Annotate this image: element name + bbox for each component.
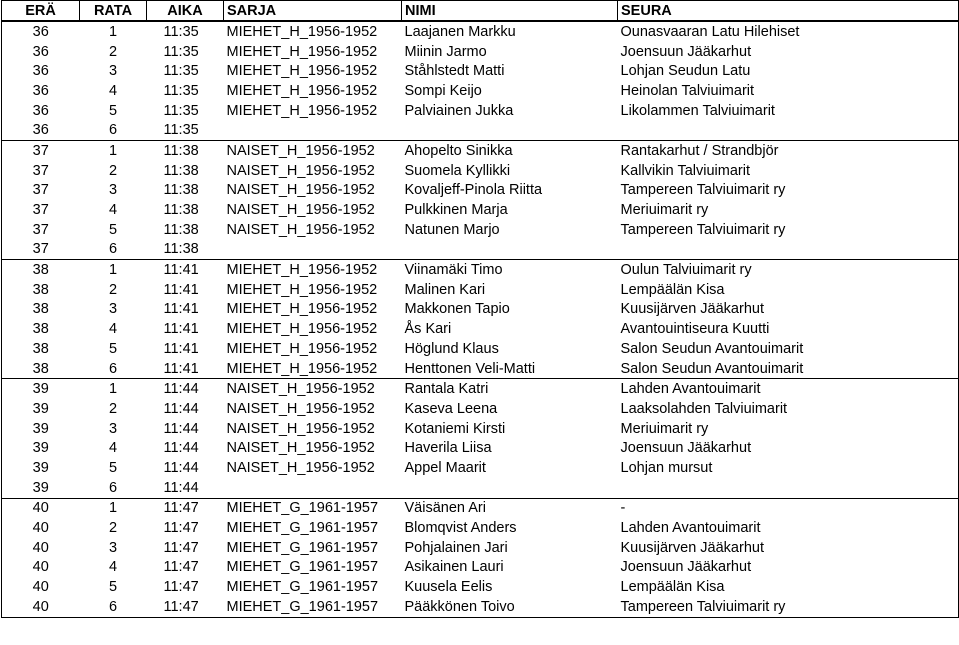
cell-nimi: Ahopelto Sinikka [404,142,513,159]
table-row [2,577,959,597]
cell-aika: 11:44 [163,440,199,457]
table-row [2,280,959,300]
cell-rata: 2 [108,520,118,537]
cell-aika: 11:47 [163,579,199,596]
cell-sarja: MIEHET_H_1956-1952 [226,281,378,298]
cell-nimi: Asikainen Lauri [404,559,504,576]
cell-nimi: Miinin Jarmo [404,43,487,60]
cell-nimi: Henttonen Veli-Matti [402,359,618,379]
cell-era: 36 [2,120,80,140]
cell-nimi: Pääkkönen Toivo [402,597,618,617]
cell-era: 39 [2,438,80,458]
header-nimi: NIMI [402,1,618,22]
cell-seura: Avantouintiseura Kuutti [618,319,959,339]
cell-sarja: NAISET_H_1956-1952 [226,142,375,159]
table-row [2,161,959,181]
cell-nimi: Haverila Liisa [404,440,492,457]
cell-rata: 2 [108,162,118,179]
cell-rata: 3 [108,301,118,318]
cell-sarja: MIEHET_G_1961-1957 [226,559,379,576]
cell-nimi: Sompi Keijo [404,82,482,99]
cell-sarja: MIEHET_H_1956-1952 [226,43,378,60]
cell-nimi [402,240,618,260]
cell-rata: 4 [108,202,118,219]
cell-aika: 11:47 [163,520,199,537]
cell-aika: 11:47 [147,597,224,617]
cell-sarja: MIEHET_G_1961-1957 [226,579,379,596]
cell-nimi: Palviainen Jukka [404,102,514,119]
cell-aika: 11:38 [163,182,199,199]
cell-era: 39 [2,419,80,439]
cell-nimi: Malinen Kari [404,281,486,298]
cell-nimi: Laajanen Markku [404,23,516,40]
cell-era: 36 [2,101,80,121]
cell-nimi: Suomela Kyllikki [404,162,511,179]
cell-seura: Meriuimarit ry [618,200,959,220]
cell-era: 40 [2,498,80,518]
table-row [2,458,959,478]
cell-sarja: MIEHET_G_1961-1957 [226,520,379,537]
cell-aika: 11:41 [163,321,199,338]
cell-rata: 6 [80,597,147,617]
cell-era: 39 [2,478,80,498]
table-row [2,181,959,201]
cell-era: 37 [2,240,80,260]
cell-sarja: NAISET_H_1956-1952 [226,162,375,179]
cell-rata: 6 [80,478,147,498]
cell-era: 39 [2,458,80,478]
cell-seura: Salon Seudun Avantouimarit [618,359,959,379]
cell-rata: 1 [108,23,118,40]
cell-aika: 11:35 [163,102,199,119]
cell-aika: 11:35 [163,63,199,80]
table-row [2,120,959,140]
table-row [2,339,959,359]
cell-seura: Kuusijärven Jääkarhut [618,300,959,320]
cell-era: 37 [2,200,80,220]
cell-nimi: Natunen Marjo [404,221,500,238]
table-row [2,42,959,62]
cell-rata: 5 [108,579,118,596]
cell-sarja: MIEHET_H_1956-1952 [226,23,378,40]
cell-rata: 3 [108,420,118,437]
cell-sarja: MIEHET_H_1956-1952 [226,262,378,279]
cell-sarja: MIEHET_H_1956-1952 [226,340,378,357]
table-row [2,399,959,419]
cell-nimi: Pohjalainen Jari [404,539,508,556]
cell-nimi: Kovaljeff-Pinola Riitta [404,182,543,199]
cell-aika: 11:35 [163,23,199,40]
cell-era: 40 [2,577,80,597]
table-row [2,419,959,439]
cell-sarja: NAISET_H_1956-1952 [226,400,375,417]
table-row [2,260,959,280]
cell-era: 37 [2,181,80,201]
table-row [2,359,959,379]
cell-era: 40 [2,558,80,578]
cell-sarja: MIEHET_G_1961-1957 [226,539,379,556]
cell-sarja [224,120,402,140]
cell-rata: 5 [108,102,118,119]
cell-aika: 11:38 [163,162,199,179]
header-era: ERÄ [2,1,80,22]
cell-rata: 2 [108,281,118,298]
cell-era: 37 [2,141,80,161]
cell-aika: 11:35 [147,120,224,140]
cell-sarja [224,478,402,498]
cell-aika: 11:35 [163,82,199,99]
cell-seura: Kuusijärven Jääkarhut [618,538,959,558]
cell-sarja: NAISET_H_1956-1952 [226,221,375,238]
cell-rata: 1 [108,262,118,279]
cell-seura: Joensuun Jääkarhut [618,558,959,578]
cell-rata: 3 [108,63,118,80]
cell-aika: 11:47 [163,500,199,517]
cell-nimi: Kuusela Eelis [404,579,493,596]
cell-sarja: NAISET_H_1956-1952 [226,420,375,437]
cell-sarja: NAISET_H_1956-1952 [226,182,375,199]
cell-rata: 6 [80,359,147,379]
cell-era: 38 [2,339,80,359]
cell-seura: Likolammen Talviuimarit [618,101,959,121]
cell-aika: 11:44 [163,400,199,417]
cell-aika: 11:41 [163,301,199,318]
cell-seura: Heinolan Talviuimarit [618,81,959,101]
cell-era: 38 [2,260,80,280]
cell-sarja: MIEHET_H_1956-1952 [226,301,378,318]
cell-seura: Lempäälän Kisa [618,577,959,597]
table-row [2,478,959,498]
cell-seura: Lempäälän Kisa [618,280,959,300]
cell-nimi: Kotaniemi Kirsti [404,420,506,437]
cell-seura: Lahden Avantouimarit [618,518,959,538]
heat-list-table [1,0,959,618]
cell-aika: 11:38 [163,202,199,219]
cell-era: 39 [2,379,80,399]
table-body [2,21,959,617]
cell-sarja: MIEHET_G_1961-1957 [224,597,402,617]
header-seura: SEURA [618,1,959,22]
cell-seura: Tampereen Talviuimarit ry [618,220,959,240]
cell-nimi [402,120,618,140]
cell-rata: 1 [108,142,118,159]
cell-aika: 11:44 [163,381,199,398]
cell-era: 36 [2,42,80,62]
cell-aika: 11:41 [147,359,224,379]
cell-aika: 11:44 [163,420,199,437]
cell-aika: 11:35 [163,43,199,60]
cell-rata: 3 [108,539,118,556]
table-row [2,220,959,240]
cell-aika: 11:41 [163,340,199,357]
table-row [2,141,959,161]
cell-sarja: MIEHET_H_1956-1952 [226,102,378,119]
cell-rata: 1 [108,381,118,398]
cell-sarja: NAISET_H_1956-1952 [226,381,375,398]
cell-aika: 11:41 [163,262,199,279]
cell-seura: Lohjan Seudun Latu [618,61,959,81]
table-row [2,319,959,339]
cell-era: 36 [2,81,80,101]
cell-nimi: Appel Maarit [404,459,486,476]
table-row [2,240,959,260]
cell-era: 37 [2,161,80,181]
cell-seura: Tampereen Talviuimarit ry [618,181,959,201]
cell-aika: 11:41 [163,281,199,298]
cell-seura [618,478,959,498]
header-aika: AIKA [147,1,224,22]
cell-seura: Joensuun Jääkarhut [618,42,959,62]
cell-seura: Rantakarhut / Strandbjör [618,141,959,161]
table-row [2,379,959,399]
cell-seura: Meriuimarit ry [618,419,959,439]
cell-sarja: MIEHET_H_1956-1952 [226,63,378,80]
cell-seura: Laaksolahden Talviuimarit [618,399,959,419]
cell-aika: 11:38 [163,142,199,159]
cell-seura: Tampereen Talviuimarit ry [618,597,959,617]
cell-rata: 4 [108,440,118,457]
table-row [2,498,959,518]
cell-sarja: NAISET_H_1956-1952 [226,459,375,476]
table-row [2,81,959,101]
table-row [2,61,959,81]
table-row [2,200,959,220]
cell-sarja: MIEHET_G_1961-1957 [226,500,379,517]
table-row [2,300,959,320]
cell-nimi: Pulkkinen Marja [404,202,508,219]
cell-seura: - [618,498,959,518]
cell-rata: 5 [108,340,118,357]
cell-nimi: Rantala Katri [404,381,489,398]
cell-rata: 4 [108,559,118,576]
cell-seura: Joensuun Jääkarhut [618,438,959,458]
cell-seura: Lahden Avantouimarit [618,379,959,399]
cell-seura: Salon Seudun Avantouimarit [618,339,959,359]
cell-era: 36 [2,21,80,42]
table-row [2,518,959,538]
header-rata: RATA [80,1,147,22]
cell-rata: 1 [108,500,118,517]
cell-era: 39 [2,399,80,419]
cell-nimi: Ås Kari [404,321,452,338]
cell-nimi: Ståhlstedt Matti [404,63,505,80]
cell-nimi [402,478,618,498]
cell-era: 38 [2,359,80,379]
cell-era: 40 [2,538,80,558]
table-row [2,438,959,458]
cell-era: 38 [2,280,80,300]
cell-sarja: NAISET_H_1956-1952 [226,202,375,219]
cell-rata: 5 [108,459,118,476]
cell-rata: 3 [108,182,118,199]
header-row [2,1,959,22]
table-row [2,538,959,558]
cell-nimi: Kaseva Leena [404,400,498,417]
table-row [2,21,959,42]
cell-rata: 5 [108,221,118,238]
cell-era: 37 [2,220,80,240]
cell-seura [618,120,959,140]
cell-sarja [224,240,402,260]
cell-nimi: Viinamäki Timo [404,262,503,279]
cell-nimi: Makkonen Tapio [404,301,510,318]
cell-sarja: MIEHET_H_1956-1952 [226,321,378,338]
cell-nimi: Blomqvist Anders [404,520,517,537]
cell-nimi: Höglund Klaus [404,340,499,357]
cell-era: 38 [2,319,80,339]
cell-sarja: MIEHET_H_1956-1952 [226,82,378,99]
cell-sarja: NAISET_H_1956-1952 [226,440,375,457]
cell-sarja: MIEHET_H_1956-1952 [224,359,402,379]
cell-rata: 4 [108,82,118,99]
cell-rata: 2 [108,400,118,417]
table-row [2,597,959,617]
cell-seura: Kallvikin Talviuimarit [618,161,959,181]
cell-era: 40 [2,518,80,538]
cell-nimi: Väisänen Ari [404,500,486,517]
cell-rata: 6 [80,240,147,260]
cell-rata: 4 [108,321,118,338]
header-sarja: SARJA [224,1,402,22]
cell-era: 36 [2,61,80,81]
cell-seura: Ounasvaaran Latu Hilehiset [618,21,959,42]
cell-seura [618,240,959,260]
cell-rata: 6 [80,120,147,140]
table-row [2,558,959,578]
cell-aika: 11:47 [163,559,199,576]
cell-aika: 11:38 [147,240,224,260]
cell-era: 38 [2,300,80,320]
cell-aika: 11:44 [163,459,199,476]
cell-rata: 2 [108,43,118,60]
cell-aika: 11:44 [147,478,224,498]
cell-era: 40 [2,597,80,617]
table-row [2,101,959,121]
cell-aika: 11:47 [163,539,199,556]
cell-seura: Lohjan mursut [618,458,959,478]
cell-aika: 11:38 [163,221,199,238]
cell-seura: Oulun Talviuimarit ry [618,260,959,280]
